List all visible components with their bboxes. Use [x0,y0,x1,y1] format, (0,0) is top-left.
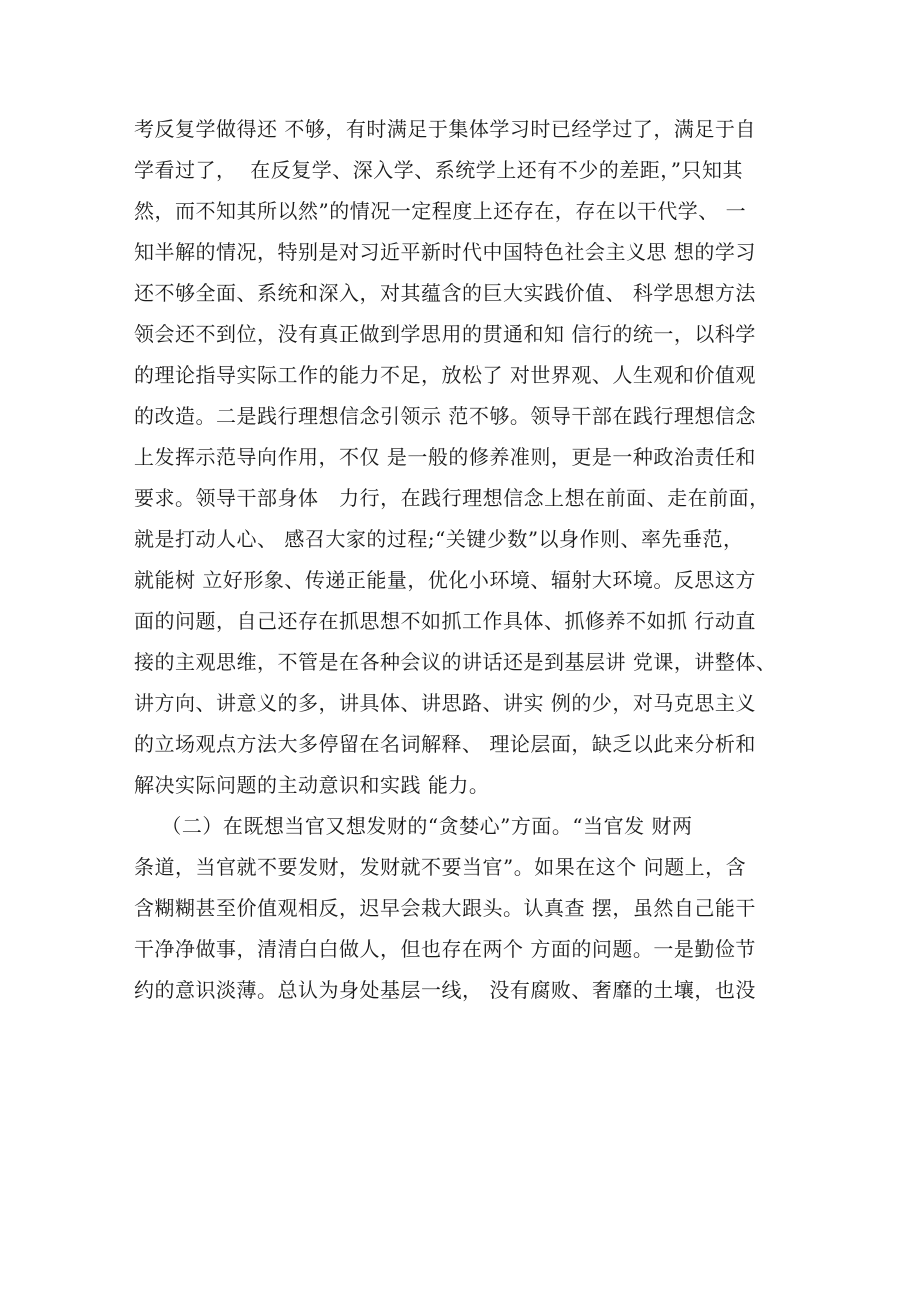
text-line: 就能树 立好形象、传递正能量，优化小环境、辐射大环境。反思这方 [134,568,756,592]
body-text [134,0,794,1002]
text-line: 的理论指导实际工作的能力不足，放松了 对世界观、人生观和价值观 [134,363,756,387]
text-line: 还不够全面、系统和深入，对其蕴含的巨大实践价值、 科学思想方法 [134,281,756,305]
text-line: 知半解的情况，特别是对习近平新时代中国特色社会主义思 想的学习 [134,240,756,264]
text-line: 就是打动人心、 感召大家的过程;“关键少数”以身作则、率先垂范， [134,527,744,551]
text-line: 讲方向、讲意义的多，讲具体、讲思路、讲实 例的少，对马克思主义 [134,691,756,715]
text-line: 条道，当官就不要发财，发财就不要当官”。如果在这个 问题上，含 [134,855,747,879]
text-line: 要求。领导干部身体 力行，在践行理想信念上想在前面、走在前面， [134,486,770,510]
text-line: 面的问题，自己还存在抓思想不如抓工作具体、抓修养不如抓 行动直 [134,609,756,633]
text-line: 约的意识淡薄。总认为身处基层一线， 没有腐败、奢靡的土壤，也没 [134,978,756,1002]
text-line: 领会还不到位，没有真正做到学思用的贯通和知 信行的统一，以科学 [134,322,756,346]
text-line: （二）在既想当官又想发财的“贪婪心”方面。“当官发 财两 [134,814,693,838]
text-line: 学看过了， 在反复学、深入学、系统学上还有不少的差距，”只知其 [134,158,743,182]
text-line: 含糊糊甚至价值观相反，迟早会栽大跟头。认真查 摆，虽然自己能干 [134,896,756,920]
text-line: 的立场观点方法大多停留在名词解释、 理论层面，缺乏以此来分析和 [134,732,756,756]
text-line: 的改造。二是践行理想信念引领示 范不够。领导干部在践行理想信念 [134,404,756,428]
text-line: 接的主观思维，不管是在各种会议的讲话还是到基层讲 党课，讲整体、 [134,650,777,674]
text-line: 干净净做事，清清白白做人，但也存在两个 方面的问题。一是勤俭节 [134,937,756,961]
text-line: 上发挥示范导向作用，不仅 是一般的修养准则，更是一种政治责任和 [134,445,756,469]
text-line: 解决实际问题的主动意识和实践 能力。 [134,773,490,797]
text-line: 考反复学做得还 不够，有时满足于集体学习时已经学过了，满足于自 [134,117,756,141]
text-line: 然，而不知其所以然”的情况一定程度上还存在，存在以干代学、 一 [134,199,747,223]
